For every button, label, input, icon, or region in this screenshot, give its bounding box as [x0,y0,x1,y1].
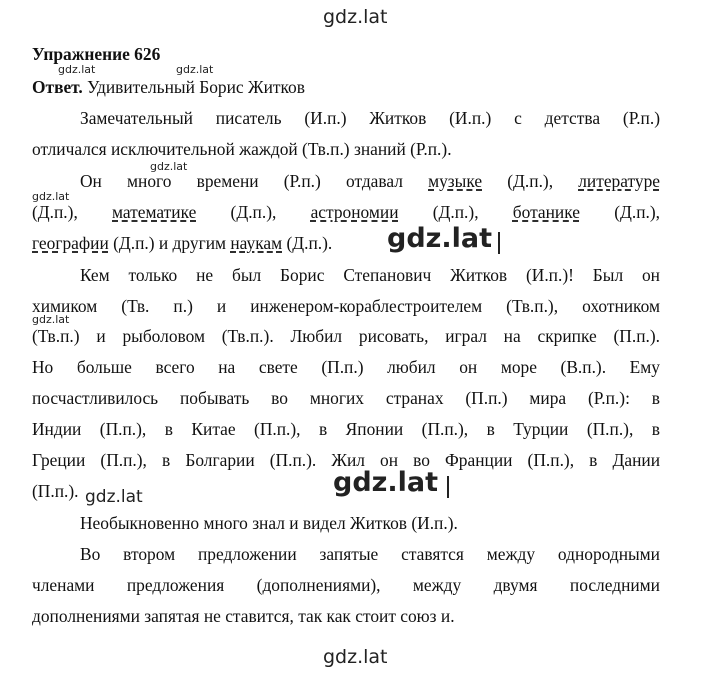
answer-title: Удивительный Борис Житков [87,77,305,97]
text-fragment: (Д.п.), [507,171,554,191]
text-line: отличался исключительной жаждой (Тв.п.) знаний (Р.п.). [32,139,452,159]
text-line: посчастливилось побывать во многих странах (П.п.) мира (Р.п.): в [32,388,660,408]
watermark-top: gdz.lat [323,6,388,28]
watermark-small: gdz.lat [150,160,188,173]
text-line [80,170,660,192]
text-line: Кем только не был Борис Степанович Житков (И.п.)! Был он [80,265,660,285]
text-line: Но больше всего на свете (П.п.) любил он море (В.п.). Ему [32,357,660,377]
watermark-bottom: gdz.lat [323,646,388,668]
exercise-heading: Упражнение 626 [32,44,161,64]
text-fragment: (Д.п.). [286,233,333,253]
text-line: дополнениями запятая не ставится, так как стоит союз и. [32,606,455,626]
text-line [32,201,660,223]
watermark-medium: gdz.lat [85,487,143,507]
text-fragment: (Д.п.), [432,202,479,222]
text-line: Греции (П.п.), в Болгарии (П.п.). Жил он во Франции (П.п.), в Дании [32,450,660,470]
text-line: Во втором предложении запятые ставятся между однородными [80,544,660,564]
text-fragment: (Д.п.), [230,202,277,222]
underlined-word: математике [112,202,197,222]
text-fragment: (Д.п.), [614,202,661,222]
watermark-small: gdz.lat [32,190,70,203]
watermark-small: gdz.lat [58,63,96,76]
text-line: химиком (Тв. п.) и инженером-кораблестроителем (Тв.п.), охотником [32,296,660,316]
answer-label: Ответ. [32,77,83,97]
underlined-word: литературе [578,171,660,191]
text-line: (Тв.п.) и рыболовом (Тв.п.). Любил рисовать, играл на скрипке (П.п.). [32,326,660,346]
watermark-small: gdz.lat [176,63,214,76]
text-fragment: (Д.п.), [32,202,78,222]
watermark-cursor [447,476,449,498]
underlined-word: ботанике [512,202,580,222]
underlined-word: астрономии [310,202,399,222]
text-line: Необыкновенно много знал и видел Житков (И.п.). [80,513,458,533]
underlined-word: музыке [428,171,483,191]
underlined-word: географии [32,233,109,253]
text-line [32,232,332,254]
text-line: Замечательный писатель (И.п.) Житков (И.п.) с детства (Р.п.) [80,108,660,128]
text-fragment: Он много времени (Р.п.) отдавал [80,171,403,191]
watermark-large: gdz.lat [387,223,493,254]
text-fragment: (Д.п.) и другим [113,233,227,253]
watermark-cursor [498,232,500,254]
watermark-large: gdz.lat [333,467,439,498]
underlined-word: наукам [230,233,283,253]
text-line: (П.п.). [32,481,79,501]
answer-line [32,76,305,98]
text-line: членами предложения (дополнениями), между двумя последними [32,575,660,595]
watermark-small: gdz.lat [32,313,70,326]
text-line: Индии (П.п.), в Китае (П.п.), в Японии (П.п.), в Турции (П.п.), в [32,419,660,439]
